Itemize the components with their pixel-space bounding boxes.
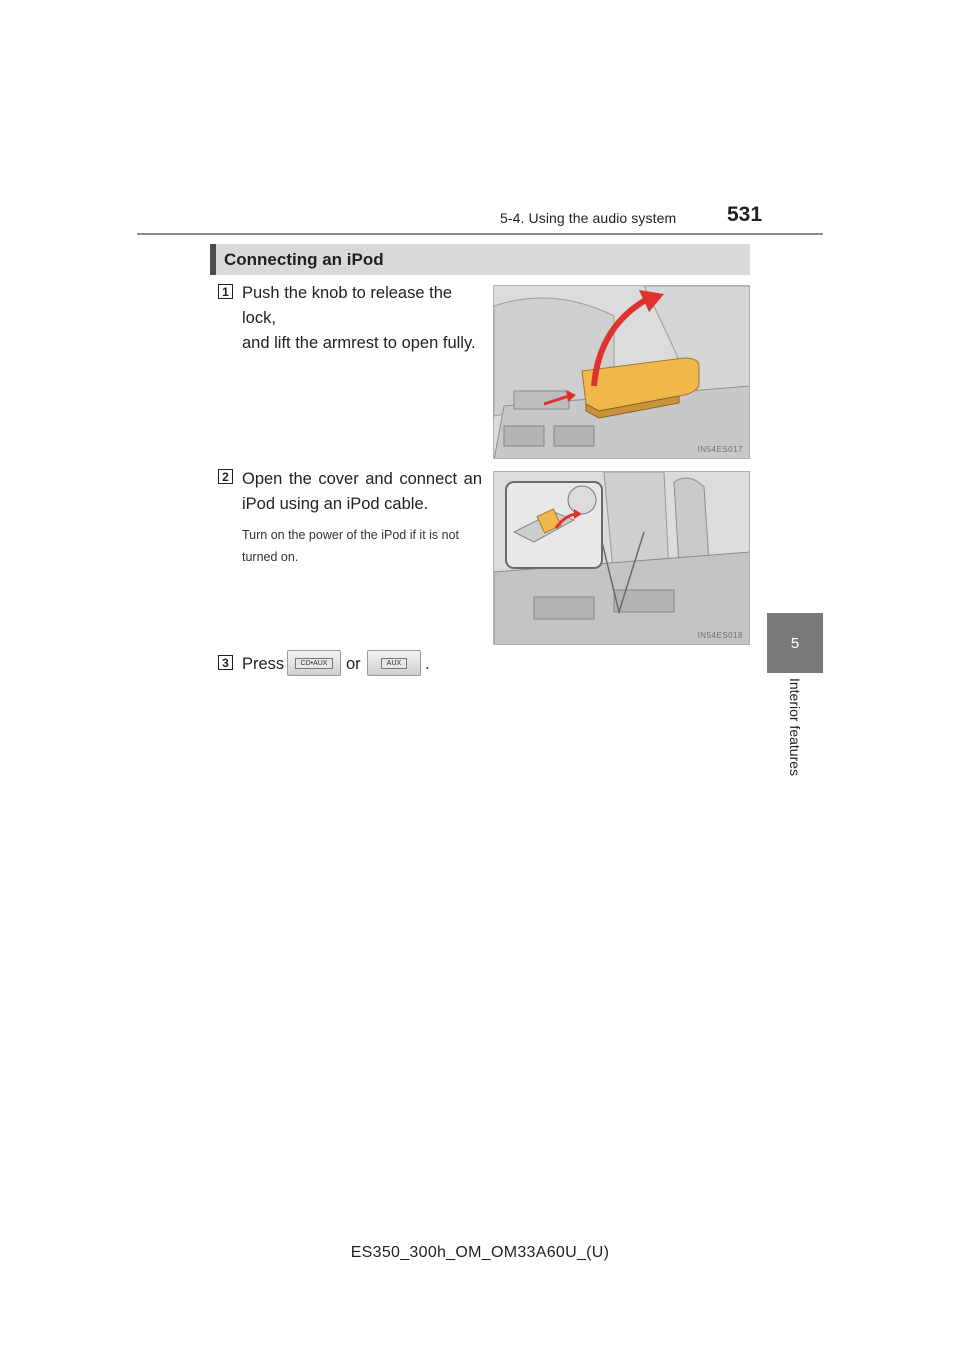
page-number: 531 (727, 203, 763, 226)
section-title-bar (210, 244, 750, 275)
step-number-3: 3 (218, 655, 233, 670)
figure-ipod-port (493, 471, 750, 645)
section-title: Connecting an iPod (224, 249, 384, 269)
cd-aux-button-image (287, 650, 341, 676)
step-2-line-2: iPod using an iPod cable. (242, 495, 429, 513)
chapter-label: Interior features (787, 677, 803, 777)
figure-code-2: IN54ES018 (697, 631, 743, 640)
step-1-text (242, 281, 487, 356)
step-2-note-line-2: turned on. (242, 550, 299, 564)
cd-aux-button-label: CD•AUX (295, 658, 334, 669)
running-header-section: 5-4. Using the audio system (500, 210, 677, 226)
armrest-illustration (494, 286, 750, 459)
footer-doc-code: ES350_300h_OM_OM33A60U_(U) (350, 1244, 610, 1261)
step-3-or: or (346, 655, 361, 673)
step-2-note (242, 524, 487, 568)
step-1-line-1: Push the knob to release the lock, (242, 284, 453, 327)
step-2-note-line-1: Turn on the power of the iPod if it is not (242, 528, 460, 542)
aux-button-label: AUX (381, 658, 407, 669)
step-number-1: 1 (218, 284, 233, 299)
step-2-text (242, 467, 482, 517)
chapter-number: 5 (790, 634, 800, 652)
ipod-port-illustration (494, 472, 750, 645)
step-2-line-1: Open the cover and connect an (242, 470, 482, 488)
step-3-press: Press (242, 655, 285, 673)
aux-button-image (367, 650, 421, 676)
figure-armrest (493, 285, 750, 459)
step-1-line-2: and lift the armrest to open fully. (242, 334, 476, 352)
header-rule (137, 233, 823, 235)
step-3-period: . (425, 655, 430, 673)
step-number-2: 2 (218, 469, 233, 484)
figure-code-1: IN54ES017 (697, 445, 743, 454)
title-accent (210, 244, 216, 275)
